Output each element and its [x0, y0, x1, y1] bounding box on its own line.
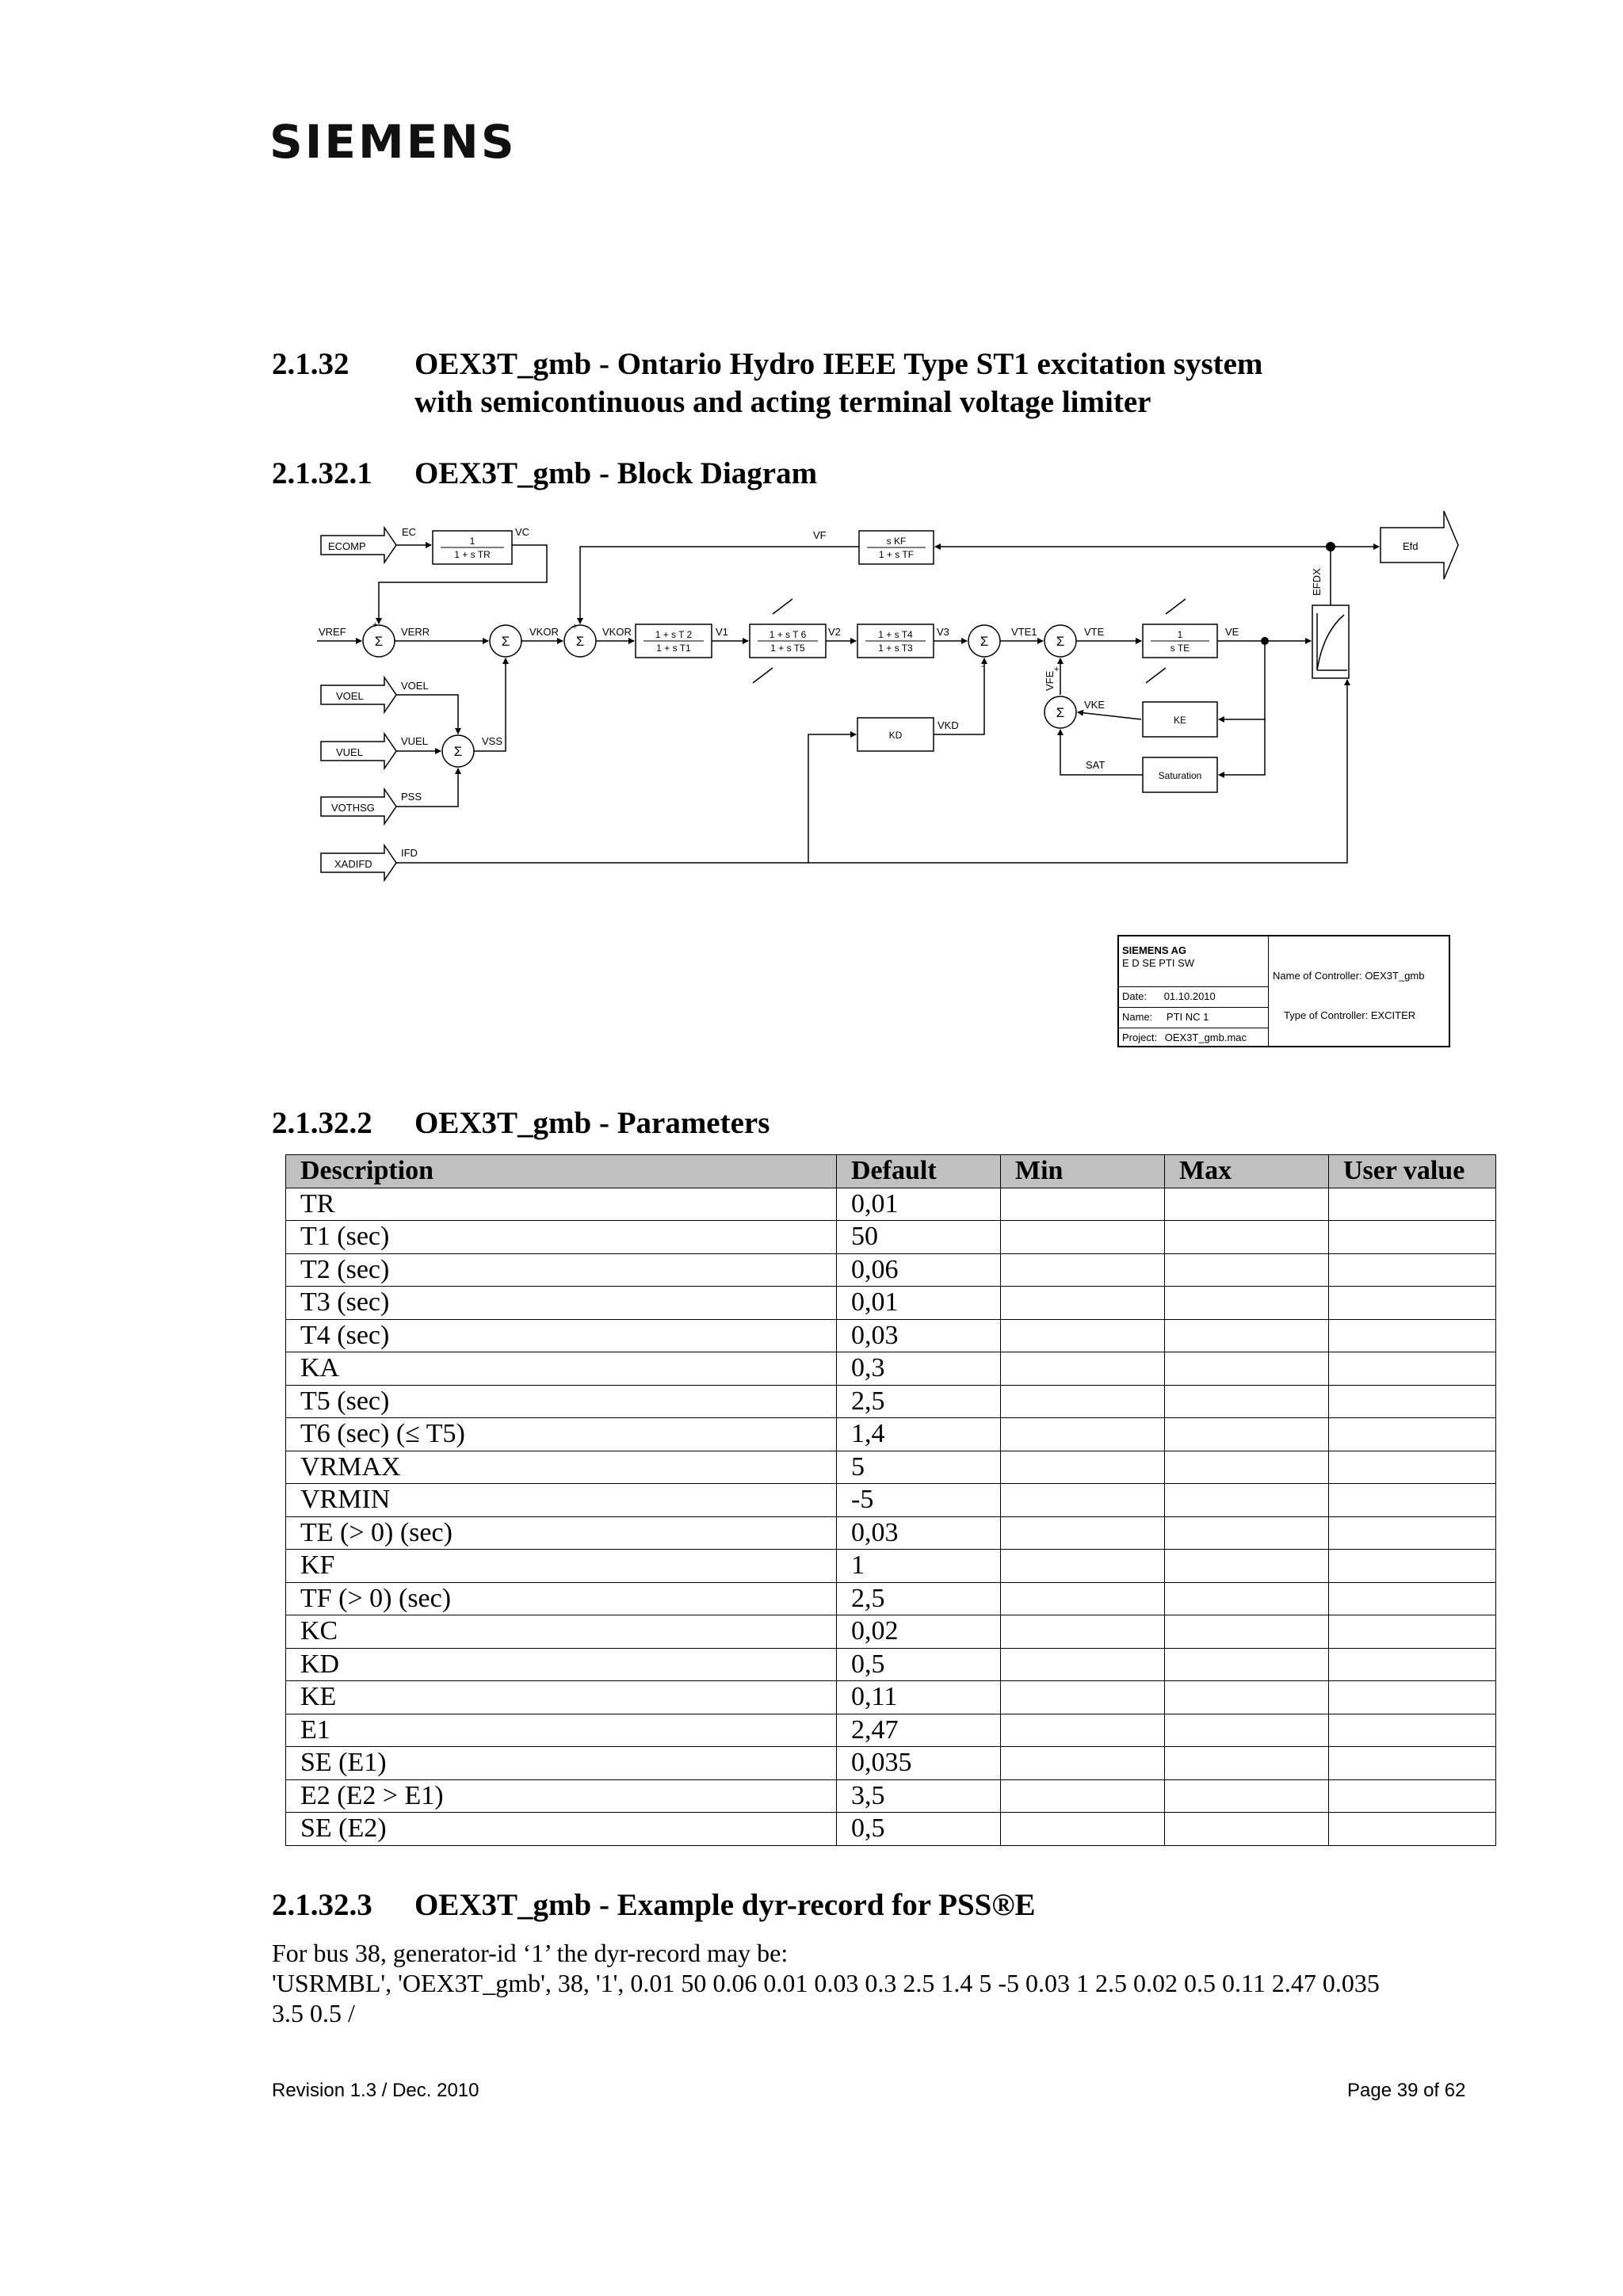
- param-default: 0,01: [837, 1287, 1001, 1320]
- param-empty-cell: [1329, 1221, 1496, 1254]
- param-empty-cell: [1329, 1418, 1496, 1451]
- svg-text:1 + s T4: 1 + s T4: [878, 629, 913, 640]
- param-empty-cell: [1165, 1253, 1329, 1287]
- param-description: T2 (sec): [286, 1253, 837, 1287]
- svg-text:Σ: Σ: [1056, 634, 1065, 649]
- table-row: [286, 1747, 1496, 1780]
- param-empty-cell: [1165, 1451, 1329, 1484]
- svg-text:1 + s T 2: 1 + s T 2: [655, 629, 693, 640]
- label-ecomp: ECOMP: [328, 540, 366, 552]
- output-efd: [1381, 511, 1458, 579]
- table-row: [286, 1516, 1496, 1550]
- param-empty-cell: [1001, 1813, 1165, 1846]
- label-vref: VREF: [319, 626, 346, 638]
- subsection-title: OEX3T_gmb - Block Diagram: [414, 456, 818, 490]
- svg-text:1 + s T1: 1 + s T1: [656, 643, 691, 654]
- param-description: TF (> 0) (sec): [286, 1582, 837, 1615]
- svg-text:VSS: VSS: [482, 735, 503, 747]
- table-row: [286, 1615, 1496, 1649]
- param-empty-cell: [1165, 1484, 1329, 1517]
- section-number: 2.1.32: [272, 347, 349, 381]
- svg-text:s KF: s KF: [886, 536, 907, 547]
- svg-text:SAT: SAT: [1086, 759, 1106, 771]
- svg-text:IFD: IFD: [401, 847, 418, 859]
- param-description: KE: [286, 1681, 837, 1714]
- param-empty-cell: [1329, 1352, 1496, 1386]
- header-min: Min: [1001, 1155, 1165, 1188]
- table-row: [286, 1188, 1496, 1221]
- subsection-title: OEX3T_gmb - Example dyr-record for PSS®E: [414, 1888, 1036, 1922]
- table-row: [286, 1582, 1496, 1615]
- param-default: 2,5: [837, 1385, 1001, 1418]
- label-voel: VOEL: [336, 690, 364, 702]
- param-empty-cell: [1001, 1287, 1165, 1320]
- parameters-table-body: [286, 1188, 1496, 1845]
- param-empty-cell: [1165, 1615, 1329, 1649]
- param-empty-cell: [1001, 1484, 1165, 1517]
- param-empty-cell: [1165, 1516, 1329, 1550]
- param-empty-cell: [1165, 1648, 1329, 1681]
- param-empty-cell: [1165, 1418, 1329, 1451]
- param-empty-cell: [1329, 1319, 1496, 1352]
- table-row: [286, 1550, 1496, 1583]
- param-description: T3 (sec): [286, 1287, 837, 1320]
- svg-text:1 + s TF: 1 + s TF: [878, 549, 915, 560]
- param-default: 0,5: [837, 1813, 1001, 1846]
- label-xadifd: XADIFD: [334, 858, 372, 870]
- param-empty-cell: [1329, 1747, 1496, 1780]
- table-row: [286, 1418, 1496, 1451]
- table-row: [286, 1484, 1496, 1517]
- param-default: -5: [837, 1484, 1001, 1517]
- section-title-line2: with semicontinuous and acting terminal voltage limiter: [414, 385, 1151, 419]
- param-empty-cell: [1001, 1582, 1165, 1615]
- param-empty-cell: [1001, 1352, 1165, 1386]
- table-row: [286, 1253, 1496, 1287]
- param-default: 0,3: [837, 1352, 1001, 1386]
- svg-text:1 + s T5: 1 + s T5: [770, 643, 805, 654]
- svg-text:EC: EC: [402, 526, 417, 538]
- svg-text:VERR: VERR: [401, 626, 430, 638]
- param-description: TE (> 0) (sec): [286, 1516, 837, 1550]
- param-default: 5: [837, 1451, 1001, 1484]
- block-diagram: [317, 507, 1466, 887]
- svg-text:Saturation: Saturation: [1158, 770, 1202, 781]
- param-empty-cell: [1329, 1287, 1496, 1320]
- subsection-number: 2.1.32.3: [272, 1888, 372, 1922]
- param-default: 0,5: [837, 1648, 1001, 1681]
- svg-text:Σ: Σ: [374, 634, 384, 649]
- example-dyr-record: 'USRMBL', 'OEX3T_gmb', 38, '1', 0.01 50 0.06 0.01 0.03 0.3 2.5 1.4 5 -5 0.03 1 2.5 0.02 0.5 0.11 2.47 0.035: [272, 1969, 1380, 1997]
- param-empty-cell: [1001, 1516, 1165, 1550]
- param-empty-cell: [1329, 1253, 1496, 1287]
- param-empty-cell: [1165, 1221, 1329, 1254]
- svg-text:Σ: Σ: [575, 634, 585, 649]
- drawing-title-block: SIEMENS AG E D SE PTI SW Date: 01.10.2010 Name: PTI NC 1 Project: OEX3T_gmb.mac Name of Controller: OEX3T_gmb Type of Controller: EXCITER: [1117, 935, 1450, 1047]
- section-title-line1: OEX3T_gmb - Ontario Hydro IEEE Type ST1 excitation system: [414, 347, 1263, 381]
- param-default: 2,5: [837, 1582, 1001, 1615]
- param-default: 1: [837, 1550, 1001, 1583]
- header-user-value: User value: [1329, 1155, 1496, 1188]
- svg-text:+: +: [572, 622, 578, 631]
- param-description: KA: [286, 1352, 837, 1386]
- param-default: 2,47: [837, 1714, 1001, 1747]
- param-empty-cell: [1329, 1582, 1496, 1615]
- param-empty-cell: [1329, 1813, 1496, 1846]
- param-description: T1 (sec): [286, 1221, 837, 1254]
- param-description: E2 (E2 > E1): [286, 1779, 837, 1813]
- svg-text:V3: V3: [937, 626, 949, 638]
- param-default: 0,03: [837, 1319, 1001, 1352]
- param-default: 0,06: [837, 1253, 1001, 1287]
- svg-text:V2: V2: [828, 626, 841, 638]
- svg-text:VKOR: VKOR: [602, 626, 632, 638]
- param-description: KC: [286, 1615, 837, 1649]
- param-empty-cell: [1001, 1681, 1165, 1714]
- param-empty-cell: [1329, 1779, 1496, 1813]
- param-description: SE (E1): [286, 1747, 837, 1780]
- section-heading: [272, 345, 1461, 421]
- svg-text:Σ: Σ: [1056, 705, 1065, 720]
- param-description: VRMIN: [286, 1484, 837, 1517]
- param-empty-cell: [1001, 1385, 1165, 1418]
- param-description: T6 (sec) (≤ T5): [286, 1418, 837, 1451]
- param-default: 0,035: [837, 1747, 1001, 1780]
- param-empty-cell: [1001, 1253, 1165, 1287]
- table-row: [286, 1714, 1496, 1747]
- svg-text:Σ: Σ: [501, 634, 510, 649]
- table-row: [286, 1451, 1496, 1484]
- table-row: [286, 1813, 1496, 1846]
- table-row: [286, 1779, 1496, 1813]
- svg-text:VKOR: VKOR: [529, 626, 559, 638]
- svg-text:-: -: [981, 662, 984, 671]
- param-description: TR: [286, 1188, 837, 1221]
- svg-text:KE: KE: [1173, 715, 1187, 726]
- param-empty-cell: [1165, 1747, 1329, 1780]
- param-empty-cell: [1001, 1188, 1165, 1221]
- svg-text:VF: VF: [813, 529, 827, 541]
- param-default: 3,5: [837, 1779, 1001, 1813]
- param-description: T4 (sec): [286, 1319, 837, 1352]
- param-empty-cell: [1165, 1714, 1329, 1747]
- param-empty-cell: [1165, 1287, 1329, 1320]
- param-default: 0,01: [837, 1188, 1001, 1221]
- param-default: 0,03: [837, 1516, 1001, 1550]
- param-empty-cell: [1165, 1188, 1329, 1221]
- subsection-title: OEX3T_gmb - Parameters: [414, 1106, 770, 1140]
- param-empty-cell: [1001, 1451, 1165, 1484]
- param-empty-cell: [1165, 1550, 1329, 1583]
- footer-page-number: Page 39 of 62: [1347, 2080, 1466, 2101]
- subsection-number: 2.1.32.1: [272, 456, 372, 490]
- header-description: Description: [286, 1155, 837, 1188]
- param-default: 50: [837, 1221, 1001, 1254]
- param-description: E1: [286, 1714, 837, 1747]
- param-description: KF: [286, 1550, 837, 1583]
- table-row: [286, 1319, 1496, 1352]
- param-empty-cell: [1329, 1681, 1496, 1714]
- example-intro: For bus 38, generator-id ‘1’ the dyr-record may be:: [272, 1939, 789, 1967]
- svg-text:s TE: s TE: [1170, 643, 1190, 654]
- svg-text:VKD: VKD: [938, 719, 959, 731]
- svg-text:VC: VC: [515, 526, 530, 538]
- param-empty-cell: [1329, 1550, 1496, 1583]
- subsection-block-diagram: [272, 455, 1461, 493]
- label-efd: Efd: [1403, 540, 1419, 552]
- param-empty-cell: [1329, 1714, 1496, 1747]
- label-vuel: VUEL: [336, 746, 363, 758]
- table-row: [286, 1221, 1496, 1254]
- table-row: [286, 1352, 1496, 1386]
- table-row: [286, 1385, 1496, 1418]
- svg-text:1 + s T3: 1 + s T3: [878, 643, 913, 654]
- param-empty-cell: [1165, 1352, 1329, 1386]
- svg-text:+: +: [372, 620, 378, 630]
- subsection-parameters: [272, 1104, 1461, 1142]
- svg-text:VOEL: VOEL: [401, 680, 429, 692]
- svg-text:1 + s T 6: 1 + s T 6: [769, 629, 807, 640]
- param-description: T5 (sec): [286, 1385, 837, 1418]
- param-empty-cell: [1165, 1582, 1329, 1615]
- svg-text:+: +: [1054, 665, 1060, 674]
- label-vothsg: VOTHSG: [331, 802, 375, 814]
- footer-revision: Revision 1.3 / Dec. 2010: [272, 2080, 479, 2101]
- header-max: Max: [1165, 1155, 1329, 1188]
- param-empty-cell: [1329, 1188, 1496, 1221]
- param-empty-cell: [1165, 1319, 1329, 1352]
- table-row: [286, 1287, 1496, 1320]
- svg-text:VFE: VFE: [1044, 670, 1056, 691]
- svg-text:KD: KD: [888, 730, 903, 741]
- param-empty-cell: [1329, 1516, 1496, 1550]
- svg-text:EFDX: EFDX: [1311, 568, 1323, 596]
- param-empty-cell: [1165, 1681, 1329, 1714]
- svg-text:PSS: PSS: [401, 791, 422, 803]
- param-empty-cell: [1329, 1648, 1496, 1681]
- param-empty-cell: [1001, 1418, 1165, 1451]
- param-description: KD: [286, 1648, 837, 1681]
- table-header-row: [286, 1155, 1496, 1188]
- svg-text:VKE: VKE: [1084, 699, 1106, 711]
- parameters-table: [285, 1154, 1496, 1846]
- svg-text:1: 1: [1177, 629, 1183, 640]
- param-default: 1,4: [837, 1418, 1001, 1451]
- header-default: Default: [837, 1155, 1001, 1188]
- param-empty-cell: [1001, 1615, 1165, 1649]
- param-empty-cell: [1165, 1385, 1329, 1418]
- param-description: VRMAX: [286, 1451, 837, 1484]
- svg-text:V1: V1: [716, 626, 728, 638]
- svg-text:1: 1: [469, 536, 475, 547]
- svg-text:VUEL: VUEL: [401, 735, 428, 747]
- svg-text:Σ: Σ: [453, 744, 463, 759]
- param-empty-cell: [1329, 1615, 1496, 1649]
- param-description: SE (E2): [286, 1813, 837, 1846]
- param-empty-cell: [1001, 1648, 1165, 1681]
- svg-text:Σ: Σ: [980, 634, 989, 649]
- param-empty-cell: [1001, 1319, 1165, 1352]
- svg-text:1 + s TR: 1 + s TR: [454, 549, 491, 560]
- param-empty-cell: [1329, 1451, 1496, 1484]
- table-row: [286, 1681, 1496, 1714]
- param-default: 0,11: [837, 1681, 1001, 1714]
- subsection-example: [272, 1886, 1461, 1924]
- example-dyr-record-end: 3.5 0.5 /: [272, 1999, 355, 2027]
- param-empty-cell: [1001, 1221, 1165, 1254]
- param-empty-cell: [1001, 1550, 1165, 1583]
- svg-text:VTE: VTE: [1084, 626, 1105, 638]
- param-empty-cell: [1001, 1714, 1165, 1747]
- param-empty-cell: [1001, 1747, 1165, 1780]
- siemens-logo: SIEMENS: [269, 115, 517, 169]
- param-empty-cell: [1165, 1813, 1329, 1846]
- svg-text:VE: VE: [1225, 626, 1239, 638]
- param-default: 0,02: [837, 1615, 1001, 1649]
- svg-text:VTE1: VTE1: [1011, 626, 1037, 638]
- param-empty-cell: [1165, 1779, 1329, 1813]
- param-empty-cell: [1329, 1484, 1496, 1517]
- param-empty-cell: [1329, 1385, 1496, 1418]
- table-row: [286, 1648, 1496, 1681]
- param-empty-cell: [1001, 1779, 1165, 1813]
- subsection-number: 2.1.32.2: [272, 1106, 372, 1140]
